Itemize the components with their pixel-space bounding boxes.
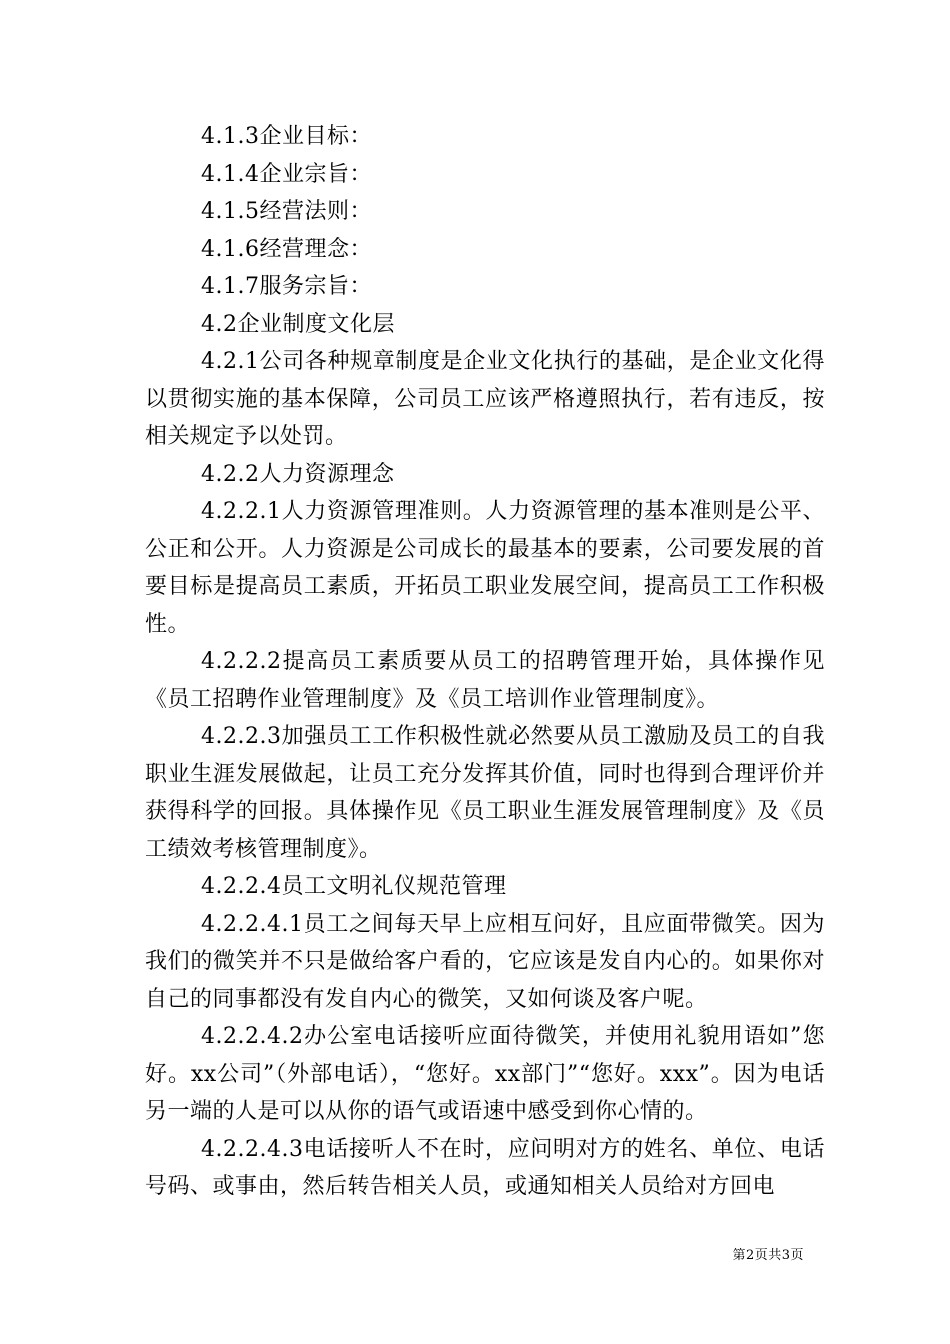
paragraph-4-1-4: 4.1.4企业宗旨： <box>201 161 372 187</box>
paragraph-4-2-2-2: 4.2.2.2提高员工素质要从员工的招聘管理开始，具体操作见《员工招聘作业管理制度》及《员工培训作业管理制度》。 <box>145 649 825 712</box>
section-heading-4-2-2-4: 4.2.2.4员工文明礼仪规范管理 <box>201 874 507 899</box>
paragraph-4-2-2-4-2: 4.2.2.4.2办公室电话接听应面待微笑，并使用礼貌用语如”您好。xx公司”（外部电话），“您好。xx部门”“您好。xxx”。因为电话另一端的人是可以从你的语气或语速中感受到你心情的。 <box>145 1024 825 1124</box>
paragraph-4-1-7: 4.1.7服务宗旨： <box>201 274 372 299</box>
paragraph-4-1-3: 4.1.3企业目标： <box>201 124 372 149</box>
paragraph-4-2-1: 4.2.1公司各种规章制度是企业文化执行的基础，是企业文化得以贯彻实施的基本保障，公司员工应该严格遵照执行，若有违反，按相关规定予以处罚。 <box>145 349 825 449</box>
section-heading-4-2: 4.2企业制度文化层 <box>201 311 395 337</box>
page-number-footer: 第2页共3页 <box>732 1248 804 1263</box>
paragraph-4-1-6: 4.1.6经营理念： <box>201 236 372 262</box>
section-heading-4-2-2: 4.2.2人力资源理念 <box>201 461 395 487</box>
paragraph-4-2-2-4-1: 4.2.2.4.1员工之间每天早上应相互问好，且应面带微笑。因为我们的微笑并不只是做给客户看的，它应该是发自内心的。如果你对自己的同事都没有发自内心的微笑，又如何谈及客户呢。 <box>145 911 825 1012</box>
document-body <box>145 118 825 1206</box>
paragraph-4-2-2-1: 4.2.2.1人力资源管理准则。人力资源管理的基本准则是公平、公正和公开。人力资源是公司成长的最基本的要素，公司要发展的首要目标是提高员工素质，开拓员工职业发展空间，提高员工工作积极性。 <box>145 499 825 637</box>
paragraph-4-2-2-3: 4.2.2.3加强员工工作积极性就必然要从员工激励及员工的自我职业生涯发展做起，让员工充分发挥其价值，同时也得到合理评价并获得科学的回报。具体操作见《员工职业生涯发展管理制度》及《员工绩效考核管理制度》。 <box>145 724 825 862</box>
paragraph-4-2-2-4-3: 4.2.2.4.3电话接听人不在时，应问明对方的姓名、单位、电话号码、或事由，然后转告相关人员，或通知相关人员给对方回电 <box>145 1136 825 1199</box>
paragraph-4-1-5: 4.1.5经营法则： <box>201 199 372 224</box>
